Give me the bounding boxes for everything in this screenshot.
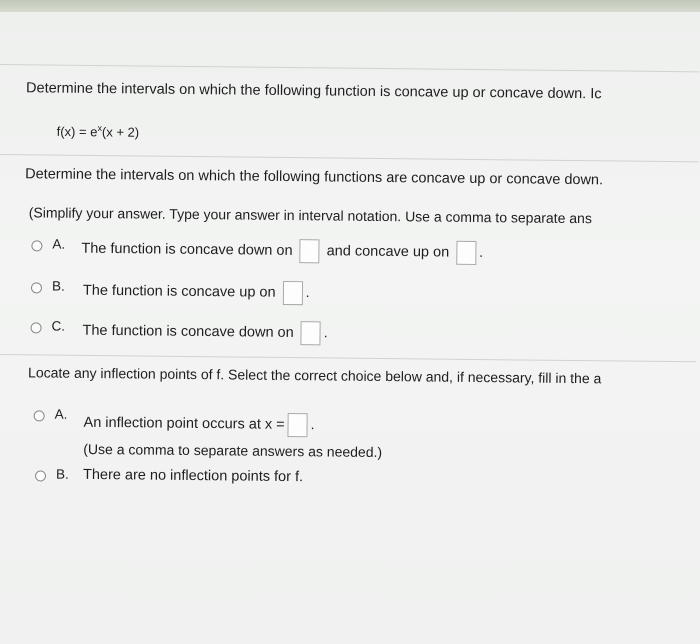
inflection-a-letter: A.: [54, 406, 68, 422]
part1-instruction: Determine the intervals on which the following functions are concave up or concave down.: [25, 166, 604, 189]
divider: [0, 154, 698, 162]
inflection-a-radio[interactable]: [34, 410, 45, 421]
inflection-b-text: There are no inflection points for f.: [82, 466, 304, 486]
choice-c-period: .: [323, 324, 328, 341]
choice-c-text-before: The function is concave down on: [82, 322, 294, 341]
inflection-b-radio[interactable]: [35, 470, 46, 481]
function-lhs: f(x) = e: [56, 123, 98, 140]
choice-a-text: [81, 237, 483, 265]
question-prompt: Determine the intervals on which the following function is concave up or concave down. Ic: [25, 80, 602, 103]
inflection-a-text: [83, 411, 314, 437]
concave-up-answer-box[interactable]: [456, 241, 476, 265]
choice-c-text: [82, 319, 327, 346]
choice-a-letter: A.: [52, 236, 66, 252]
concave-down-answer-box[interactable]: [299, 239, 319, 263]
choice-b-radio[interactable]: [31, 282, 42, 293]
choice-b-text: [83, 279, 310, 305]
part2-instruction: Locate any inflection points of f. Select the correct choice below and, if necessary, fill in the a: [28, 364, 602, 387]
choice-b-text-before: The function is concave up on: [82, 282, 276, 301]
choice-b-letter: B.: [51, 278, 65, 294]
choice-c-letter: C.: [51, 318, 66, 334]
inflection-x-answer-box[interactable]: [288, 413, 308, 437]
concave-up-only-answer-box[interactable]: [283, 281, 303, 305]
function-formula: [57, 123, 140, 140]
choice-a-radio[interactable]: [31, 240, 42, 251]
inflection-a-period: .: [310, 416, 315, 433]
inflection-a-text-before: An inflection point occurs at x =: [83, 414, 285, 433]
choice-a-text-middle: and concave up on: [326, 243, 450, 261]
divider: [0, 64, 699, 72]
divider: [0, 354, 696, 362]
choice-a-text-before: The function is concave down on: [81, 240, 293, 259]
choice-b-period: .: [305, 284, 310, 301]
choice-c-radio[interactable]: [31, 322, 42, 333]
part1-hint: (Simplify your answer. Type your answer in interval notation. Use a comma to separate ans: [28, 204, 592, 227]
inflection-b-letter: B.: [55, 466, 69, 482]
function-exponent: x: [97, 123, 103, 134]
concave-down-only-answer-box[interactable]: [301, 321, 321, 345]
function-rhs: (x + 2): [101, 124, 140, 140]
inflection-a-subtext: (Use a comma to separate answers as needed.): [83, 440, 383, 461]
choice-a-period: .: [479, 243, 484, 260]
